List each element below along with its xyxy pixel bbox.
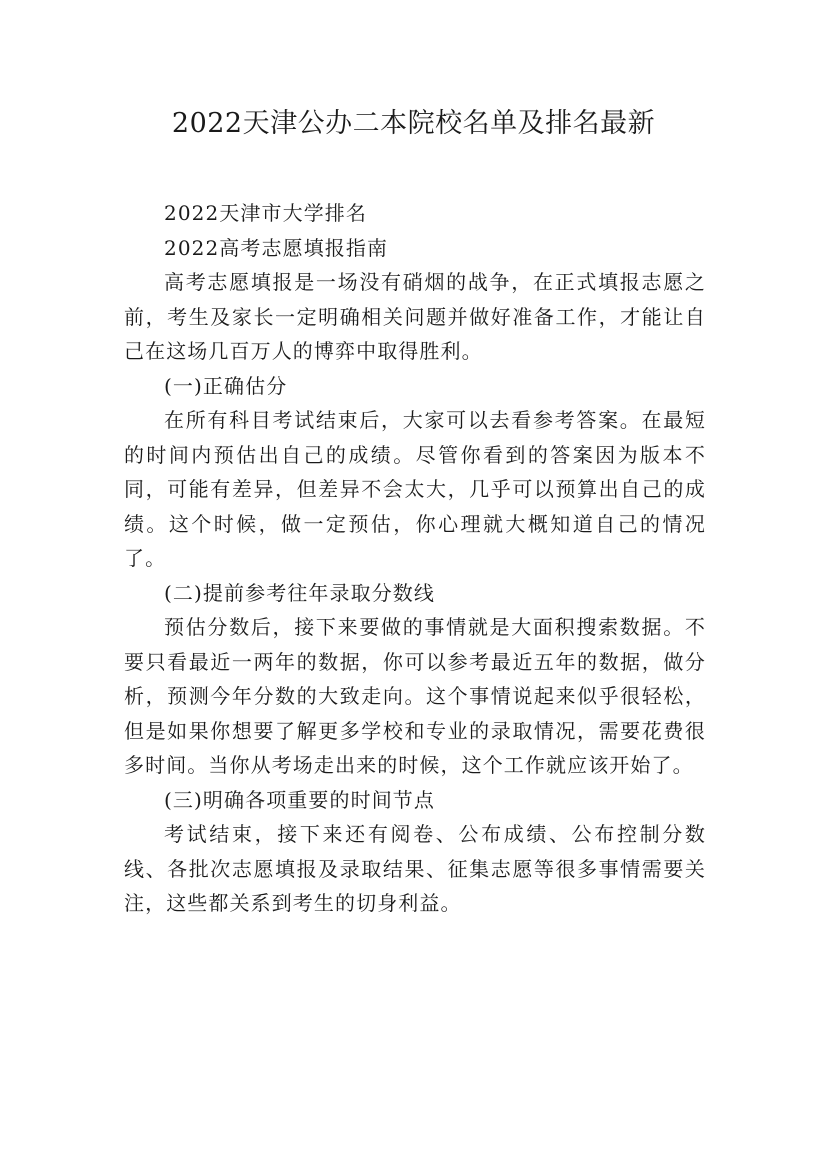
- document-body: [124, 196, 706, 921]
- paragraph-heading-guide: 2022高考志愿填报指南: [164, 235, 389, 260]
- document-title: 2022天津公办二本院校名单及排名最新: [171, 108, 656, 139]
- paragraph-section-2: 预估分数后，接下来要做的事情就是大面积搜索数据。不要只看最近一两年的数据，你可以参考最近五年的数据，做分析，预测今年分数的大致走向。这个事情说起来似乎很轻松，但是如果你想要了解更多学校和专业的录取情况，需要花费很多时间。当你从考场走出来的时候，这个工作就应该开始了。: [124, 615, 706, 777]
- section-heading-1: (一)正确估分: [164, 373, 288, 398]
- paragraph-intro: 高考志愿填报是一场没有硝烟的战争，在正式填报志愿之前，考生及家长一定明确相关问题并做好准备工作，才能让自己在这场几百万人的博弈中取得胜利。: [124, 270, 706, 363]
- paragraph-section-3: 考试结束，接下来还有阅卷、公布成绩、公布控制分数线、各批次志愿填报及录取结果、征集志愿等很多事情需要关注，这些都关系到考生的切身利益。: [124, 822, 706, 915]
- section-heading-3: (三)明确各项重要的时间节点: [164, 787, 436, 812]
- section-heading-2: (二)提前参考往年录取分数线: [164, 580, 436, 605]
- paragraph-heading-ranking: 2022天津市大学排名: [164, 201, 367, 225]
- paragraph-section-1: 在所有科目考试结束后，大家可以去看参考答案。在最短的时间内预估出自己的成绩。尽管你看到的答案因为版本不同，可能有差异，但差异不会太大，几乎可以预算出自己的成绩。这个时候，做一定预估，你心理就大概知道自己的情况了。: [124, 408, 706, 570]
